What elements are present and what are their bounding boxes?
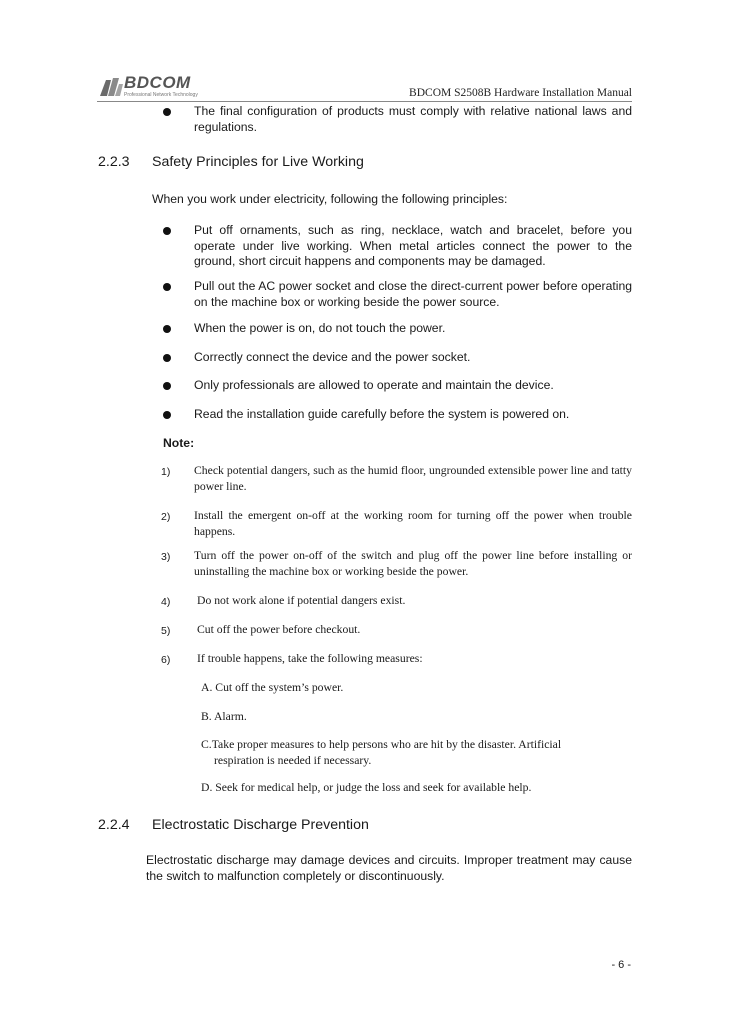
measure-item xyxy=(201,737,632,769)
bullet-text: Correctly connect the device and the power socket. xyxy=(194,350,471,364)
bullet-text: Put off ornaments, such as ring, necklace, watch and bracelet, before you operate under live working. When metal articles connect the power to the ground, short circuit happens and components may be damaged. xyxy=(194,223,632,268)
measure-line: respiration is needed if necessary. xyxy=(214,754,372,767)
bullet-icon xyxy=(163,411,171,419)
note-text: Install the emergent on-off at the working room for turning off the power when trouble happens. xyxy=(194,509,632,538)
section-heading: Safety Principles for Live Working xyxy=(152,154,364,170)
note-number: 6) xyxy=(161,654,171,666)
note-text: If trouble happens, take the following measures: xyxy=(197,652,423,665)
running-header-title: BDCOM S2508B Hardware Installation Manual xyxy=(409,87,632,99)
bullet-text: Read the installation guide carefully before the system is powered on. xyxy=(194,407,570,421)
bullet-text: Only professionals are allowed to operate and maintain the device. xyxy=(194,378,554,392)
page-number: - 6 - xyxy=(611,959,631,971)
section-number: 2.2.3 xyxy=(98,154,130,170)
bullet-icon xyxy=(163,283,171,291)
section-heading: Electrostatic Discharge Prevention xyxy=(152,817,369,833)
note-text: Cut off the power before checkout. xyxy=(197,623,361,636)
note-number: 3) xyxy=(161,551,171,563)
note-number: 4) xyxy=(161,596,171,608)
bullet-text: The final configuration of products must comply with relative national laws and regulations. xyxy=(194,104,632,134)
note-number: 1) xyxy=(161,466,171,478)
measure-item: D. Seek for medical help, or judge the loss and seek for available help. xyxy=(201,781,532,794)
logo-wordmark: BDCOM xyxy=(124,73,191,92)
bullet-text: Pull out the AC power socket and close the direct-current power before operating on the machine box or working beside the power source. xyxy=(194,279,632,309)
section-intro: When you work under electricity, following the following principles: xyxy=(152,192,508,206)
bullet-icon xyxy=(163,227,171,235)
section-number: 2.2.4 xyxy=(98,817,130,833)
bullet-icon xyxy=(163,325,171,333)
logo-swoosh-icon xyxy=(98,74,124,100)
section-body: Electrostatic discharge may damage devices and circuits. Improper treatment may cause the switch to malfunction completely or discontinuously. xyxy=(146,853,632,883)
measure-item: B. Alarm. xyxy=(201,710,247,723)
note-label: Note: xyxy=(163,436,195,450)
note-number: 2) xyxy=(161,511,171,523)
note-text: Do not work alone if potential dangers exist. xyxy=(197,594,406,607)
bullet-icon xyxy=(163,108,171,116)
bullet-text: When the power is on, do not touch the power. xyxy=(194,321,446,335)
measure-item: A. Cut off the system’s power. xyxy=(201,681,344,694)
header-divider xyxy=(97,101,632,102)
bullet-icon xyxy=(163,354,171,362)
note-text: Turn off the power on-off of the switch and plug off the power line before installing or uninstalling the machine box or working beside the power. xyxy=(194,549,632,578)
logo-tagline: Professional Network Technology xyxy=(124,92,198,98)
measure-line: C.Take proper measures to help persons who are hit by the disaster. Artificial xyxy=(201,738,562,751)
note-text: Check potential dangers, such as the humid floor, ungrounded extensible power line and tatty power line. xyxy=(194,464,632,493)
note-number: 5) xyxy=(161,625,171,637)
bullet-icon xyxy=(163,382,171,390)
